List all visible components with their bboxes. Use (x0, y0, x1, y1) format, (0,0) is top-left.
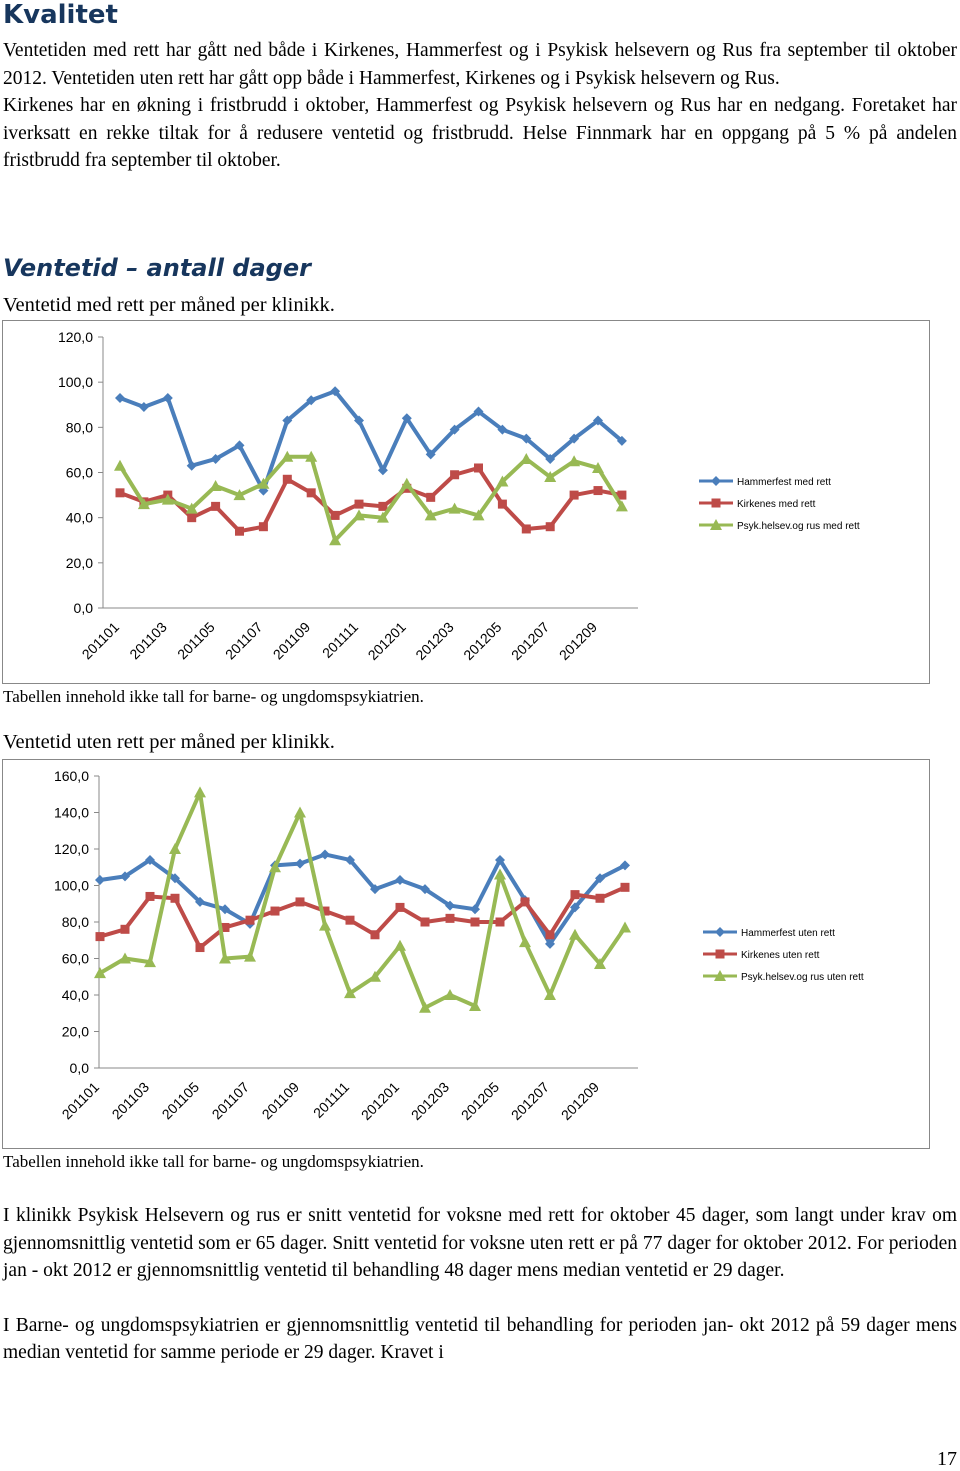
data-point (211, 502, 220, 511)
legend-label: Hammerfest uten rett (741, 928, 835, 939)
x-tick-label: 201111 (309, 1078, 353, 1121)
data-point (196, 943, 205, 952)
chart1-note: Tabellen innehold ikke tall for barne- og ungdomspsykiatrien. (3, 687, 424, 706)
x-tick-label: 201105 (174, 618, 218, 663)
data-point (450, 470, 459, 479)
data-point (571, 890, 580, 899)
y-tick-label: 160,0 (53, 768, 89, 784)
data-point (296, 897, 305, 906)
data-point (307, 488, 316, 497)
closing-text (3, 1202, 957, 1367)
x-tick-label: 201207 (507, 618, 553, 664)
data-point (446, 914, 455, 923)
y-tick-label: 0,0 (69, 1060, 89, 1076)
x-tick-label: 201103 (126, 618, 170, 663)
data-point (522, 524, 531, 533)
y-tick-label: 140,0 (53, 804, 89, 821)
data-point (594, 486, 603, 495)
data-point (187, 461, 197, 471)
chart1-caption: Ventetid med rett per måned per klinikk. (3, 294, 335, 316)
y-tick-label: 40,0 (65, 509, 93, 526)
y-tick-label: 20,0 (65, 554, 93, 571)
y-tick-label: 120,0 (53, 841, 89, 857)
x-tick-label: 201109 (269, 618, 314, 663)
legend-label: Psyk.helsev.og rus med rett (737, 521, 860, 532)
data-point (319, 920, 331, 931)
data-point (421, 918, 430, 927)
data-point (235, 527, 244, 536)
section-heading: Ventetid – antall dager (3, 254, 311, 282)
data-point (146, 892, 155, 901)
data-point (331, 511, 340, 520)
y-tick-label: 40,0 (61, 987, 89, 1003)
x-tick-label: 201203 (412, 618, 457, 664)
legend-marker (711, 476, 721, 486)
data-point (570, 491, 579, 500)
legend-marker (712, 499, 721, 508)
x-tick-label: 201103 (108, 1078, 153, 1123)
data-point (371, 930, 380, 939)
x-tick-label: 201209 (555, 618, 601, 664)
legend-label: Hammerfest med rett (737, 477, 831, 488)
data-point (163, 393, 173, 403)
data-point (95, 875, 105, 885)
x-tick-label: 201107 (221, 618, 266, 663)
data-point (169, 843, 181, 854)
y-tick-label: 120,0 (57, 329, 93, 345)
closing-paragraph: I klinikk Psykisk Helsevern og rus er snitt ventetid for voksne med rett for oktober 45 dager, som langt under krav om gjennomsnittlig ventetid som er 65 dager. Snitt ventetid for voksne uten rett er på 77 dager for oktober 2012. For perioden jan - okt 2012 er gjennomsnittlig ventetid til behandling 48 dager mens median ventetid er 29 dager. (3, 1205, 957, 1281)
x-tick-label: 201201 (364, 618, 409, 664)
data-point (320, 849, 330, 859)
data-point (121, 925, 130, 934)
data-point (426, 493, 435, 502)
y-tick-label: 20,0 (61, 1023, 89, 1040)
data-point (596, 894, 605, 903)
x-tick-label: 201209 (557, 1078, 603, 1124)
data-point (396, 903, 405, 912)
data-point (295, 859, 305, 869)
x-tick-label: 201107 (208, 1078, 253, 1123)
page-heading: Kvalitet (3, 0, 118, 30)
data-point (444, 989, 456, 1000)
x-tick-label: 201205 (457, 1078, 503, 1124)
page-number: 17 (937, 1448, 957, 1470)
y-tick-label: 80,0 (61, 914, 89, 930)
data-point (115, 393, 125, 403)
y-tick-label: 100,0 (53, 877, 89, 894)
y-tick-label: 80,0 (65, 419, 93, 436)
data-point (346, 916, 355, 925)
data-point (498, 500, 507, 509)
data-point (194, 786, 206, 797)
data-point (546, 930, 555, 939)
data-point (521, 897, 530, 906)
chart2-note: Tabellen innehold ikke tall for barne- og ungdomspsykiatrien. (3, 1152, 424, 1171)
data-point (619, 921, 631, 932)
data-point (246, 916, 255, 925)
chart-svg (3, 760, 929, 1148)
data-point (96, 932, 105, 941)
data-point (394, 940, 406, 951)
data-point (271, 907, 280, 916)
x-tick-label: 201207 (507, 1078, 553, 1124)
data-point (519, 936, 531, 947)
x-tick-label: 201101 (58, 1078, 103, 1123)
data-point (520, 453, 532, 464)
y-tick-label: 60,0 (61, 950, 89, 967)
y-tick-label: 60,0 (65, 464, 93, 481)
x-tick-label: 201111 (318, 618, 362, 661)
data-point (139, 402, 149, 412)
data-point (621, 883, 630, 892)
legend-label: Kirkenes uten rett (741, 950, 820, 961)
data-point (395, 875, 405, 885)
legend-label: Psyk.helsev.og rus uten rett (741, 972, 864, 983)
data-point (283, 475, 292, 484)
y-tick-label: 100,0 (57, 374, 93, 391)
data-point (355, 500, 364, 509)
x-tick-label: 201105 (158, 1078, 203, 1123)
data-point (259, 522, 268, 531)
data-point (294, 807, 306, 818)
data-point (378, 502, 387, 511)
x-tick-label: 201201 (357, 1078, 403, 1124)
x-tick-label: 201205 (460, 618, 505, 664)
intro-text (3, 37, 957, 175)
chart-waiting-without-right (2, 759, 930, 1149)
intro-paragraph: Ventetiden med rett har gått ned både i Kirkenes, Hammerfest og i Psykisk helsevern og Rus fra september til oktober 2012. Ventetiden uten rett har gått opp både i Hammerfest, Kirkenes og i Psykisk helsevern og Rus. (3, 40, 957, 89)
chart-svg (3, 321, 929, 683)
data-point (187, 513, 196, 522)
data-point (496, 918, 505, 927)
chart-waiting-with-right (2, 320, 930, 684)
legend-marker (716, 950, 725, 959)
data-point (171, 894, 180, 903)
data-point (474, 463, 483, 472)
data-point (116, 488, 125, 497)
data-point (114, 460, 126, 471)
legend-label: Kirkenes med rett (737, 499, 816, 510)
x-tick-label: 201101 (78, 618, 123, 663)
x-tick-label: 201109 (258, 1078, 303, 1123)
data-point (401, 478, 413, 489)
data-point (546, 522, 555, 531)
legend-marker (715, 927, 725, 937)
chart2-caption: Ventetid uten rett per måned per klinikk. (3, 731, 335, 753)
x-tick-label: 201203 (407, 1078, 453, 1124)
intro-paragraph: Kirkenes har en økning i fristbrudd i oktober, Hammerfest og Psykisk helsevern og Rus har en nedgang. Foretaket har iverksatt en rekke tiltak for å redusere ventetid og fristbrudd. Helse Finnmark har en oppgang på 5 % på andelen fristbrudd fra september til oktober. (3, 95, 957, 171)
data-point (569, 929, 581, 940)
closing-paragraph: I Barne- og ungdomspsykiatrien er gjennomsnittlig ventetid til behandling for perioden jan- okt 2012 på 59 dager mens median ventetid for samme periode er 29 dager. Kravet i (3, 1314, 957, 1363)
y-tick-label: 0,0 (73, 600, 93, 616)
data-point (471, 918, 480, 927)
